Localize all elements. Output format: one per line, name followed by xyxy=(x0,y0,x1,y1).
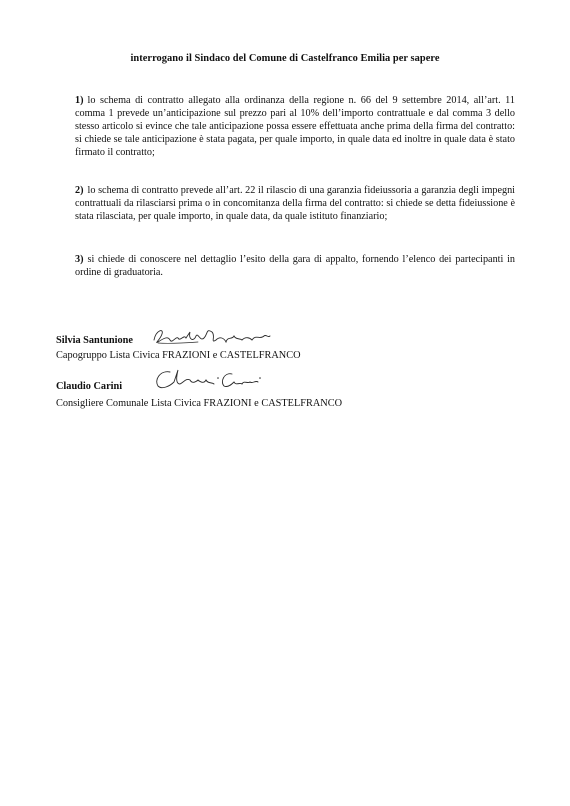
question-item-3 xyxy=(75,253,515,279)
question-text: lo schema di contratto allegato alla ordinanza della regione n. 66 del 9 settembre 2014, all’art. 11 comma 1 prevede un’anticipazione sul prezzo pari al 10% dell’importo contrattuale e dal comma 3 dello stesso articolo si evince che tale anticipazione possa essere effettuata anche prima della firma del contratto: si chiede se tale anticipazione è stata pagata, per quale importo, in quale data ed inoltre in quale data è stato firmato il contratto; xyxy=(75,95,515,158)
question-text: lo schema di contratto prevede all’art. 22 il rilascio di una garanzia fideiussoria a garanzia degli impegni contrattuali da rilasciarsi prima o in concomitanza della firma del contratto: si chiede se detta fideiussione è stata rilasciata, per quale importo, in quale data, da quale istituto finanziario; xyxy=(75,185,515,222)
signatory-name-2: Claudio Carini xyxy=(56,381,123,392)
signature-carini xyxy=(152,366,264,392)
question-item-2 xyxy=(75,184,515,223)
question-item-1 xyxy=(75,94,515,159)
question-number: 3) xyxy=(75,254,84,265)
document-heading: interrogano il Sindaco del Comune di Castelfranco Emilia per sapere xyxy=(130,53,440,64)
question-text: si chiede di conoscere nel dettaglio l’esito della gara di appalto, fornendo l’elenco dei partecipanti in ordine di graduatoria. xyxy=(75,254,515,278)
question-number: 2) xyxy=(75,185,84,196)
signatory-role-1: Capogruppo Lista Civica FRAZIONI e CASTELFRANCO xyxy=(56,350,301,361)
signatory-role-2: Consigliere Comunale Lista Civica FRAZIONI e CASTELFRANCO xyxy=(56,398,342,409)
question-number: 1) xyxy=(75,95,84,106)
signatory-name-1: Silvia Santunione xyxy=(56,335,133,346)
signature-santunione xyxy=(150,322,272,350)
